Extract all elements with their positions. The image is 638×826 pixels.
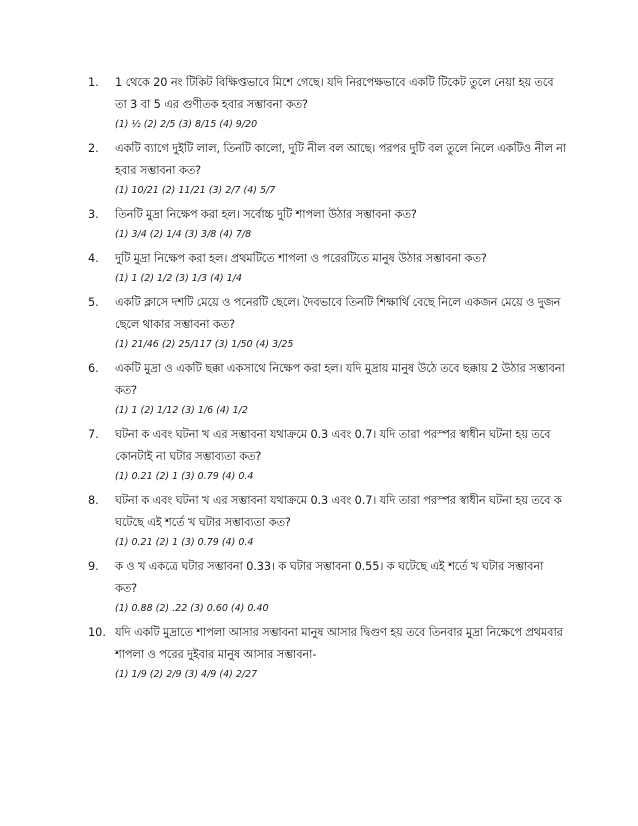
- question-item: [88, 622, 568, 684]
- question-options: (1) ½ (2) 2/5 (3) 8/15 (4) 9/20: [115, 119, 258, 130]
- question-number: 10.: [88, 626, 106, 639]
- question-options: (1) 3/4 (2) 1/4 (3) 3/8 (4) 7/8: [115, 229, 252, 240]
- question-text: ক ও খ একত্রে ঘটার সম্ভাবনা 0.33। ক ঘটার সম্ভাবনা 0.55। ক ঘটেছে এই শর্তে খ ঘটার সম্ভাবনা কত?: [115, 560, 544, 595]
- question-text: ঘটনা ক এবং ঘটনা খ এর সম্ভাবনা যথাক্রমে 0.3 এবং 0.7। যদি তারা পরস্পর স্বাধীন ঘটনা হয় তবে কোনটাই না ঘটার সম্ভাব্যতা কত?: [115, 428, 551, 463]
- question-item: [88, 72, 568, 134]
- question-text: তিনটি মুদ্রা নিক্ষেপ করা হল। সর্বোচ্চ দুটি শাপলা উঠার সম্ভাবনা কত?: [115, 208, 417, 221]
- question-options: (1) 1 (2) 1/12 (3) 1/6 (4) 1/2: [115, 405, 248, 416]
- question-number: 6.: [88, 362, 99, 375]
- question-options: (1) 0.21 (2) 1 (3) 0.79 (4) 0.4: [115, 471, 254, 482]
- question-item: [88, 490, 568, 552]
- question-number: 5.: [88, 296, 99, 309]
- question-number: 4.: [88, 252, 99, 265]
- question-number: 9.: [88, 560, 99, 573]
- question-number: 3.: [88, 208, 99, 221]
- question-number: 2.: [88, 142, 99, 155]
- question-number: 8.: [88, 494, 99, 507]
- question-text: একটি মুদ্রা ও একটি ছক্কা একসাথে নিক্ষেপ করা হল। যদি মুদ্রায় মানুষ উঠে তবে ছক্কায় 2 উঠার সম্ভাবনা কত?: [115, 362, 565, 397]
- question-item: [88, 292, 568, 354]
- question-item: [88, 138, 568, 200]
- question-number: 7.: [88, 428, 99, 441]
- question-options: (1) 21/46 (2) 25/117 (3) 1/50 (4) 3/25: [115, 339, 294, 350]
- question-text: ঘটনা ক এবং ঘটনা খ এর সম্ভাবনা যথাক্রমে 0.3 এবং 0.7। যদি তারা পরস্পর স্বাধীন ঘটনা হয় তবে ক ঘটেছে এই শর্তে খ ঘটার সম্ভাব্যতা কত?: [115, 494, 562, 529]
- question-text: 1 থেকে 20 নং টিকিট বিক্ষিপ্তভাবে মিশে গেছে। যদি নিরপেক্ষভাবে একটি টিকেট তুলে নেয়া হয় তবে তা 3 বা 5 এর গুণীতক হবার সম্ভাবনা কত?: [115, 76, 554, 111]
- question-options: (1) 1/9 (2) 2/9 (3) 4/9 (4) 2/27: [115, 669, 258, 680]
- question-text: দুটি মুদ্রা নিক্ষেপ করা হল। প্রথমটিতে শাপলা ও পরেরটিতে মানুষ উঠার সম্ভাবনা কত?: [115, 252, 487, 265]
- question-list: [88, 72, 568, 688]
- question-item: [88, 358, 568, 420]
- question-item: [88, 204, 568, 244]
- question-item: [88, 424, 568, 486]
- question-text: একটি ক্লাসে দশটি মেয়ে ও পনেরটি ছেলে। দৈবভাবে তিনটি শিক্ষার্থি বেছে নিলে একজন মেয়ে ও দুজন ছেলে থাকার সম্ভাবনা কত?: [115, 296, 561, 331]
- question-options: (1) 0.88 (2) .22 (3) 0.60 (4) 0.40: [115, 603, 269, 614]
- question-text: একটি ব্যাগে দুইটি লাল, তিনটি কালো, দুটি নীল বল আছে। পরপর দুটি বল তুলে নিলে একটিও নীল না হবার সম্ভাবনা কত?: [115, 142, 567, 177]
- question-item: [88, 248, 568, 288]
- question-options: (1) 0.21 (2) 1 (3) 0.79 (4) 0.4: [115, 537, 254, 548]
- question-options: (1) 1 (2) 1/2 (3) 1/3 (4) 1/4: [115, 273, 242, 284]
- question-item: [88, 556, 568, 618]
- question-text: যদি একটি মুদ্রাতে শাপলা আসার সম্ভাবনা মানুষ আসার দ্বিগুণ হয় তবে তিনবার মুদ্রা নিক্ষেপে প্রথমবার শাপলা ও পরের দুইবার মানুষ আসার সম্ভাবনা-: [115, 626, 563, 661]
- question-options: (1) 10/21 (2) 11/21 (3) 2/7 (4) 5/7: [115, 185, 276, 196]
- question-number: 1.: [88, 76, 99, 89]
